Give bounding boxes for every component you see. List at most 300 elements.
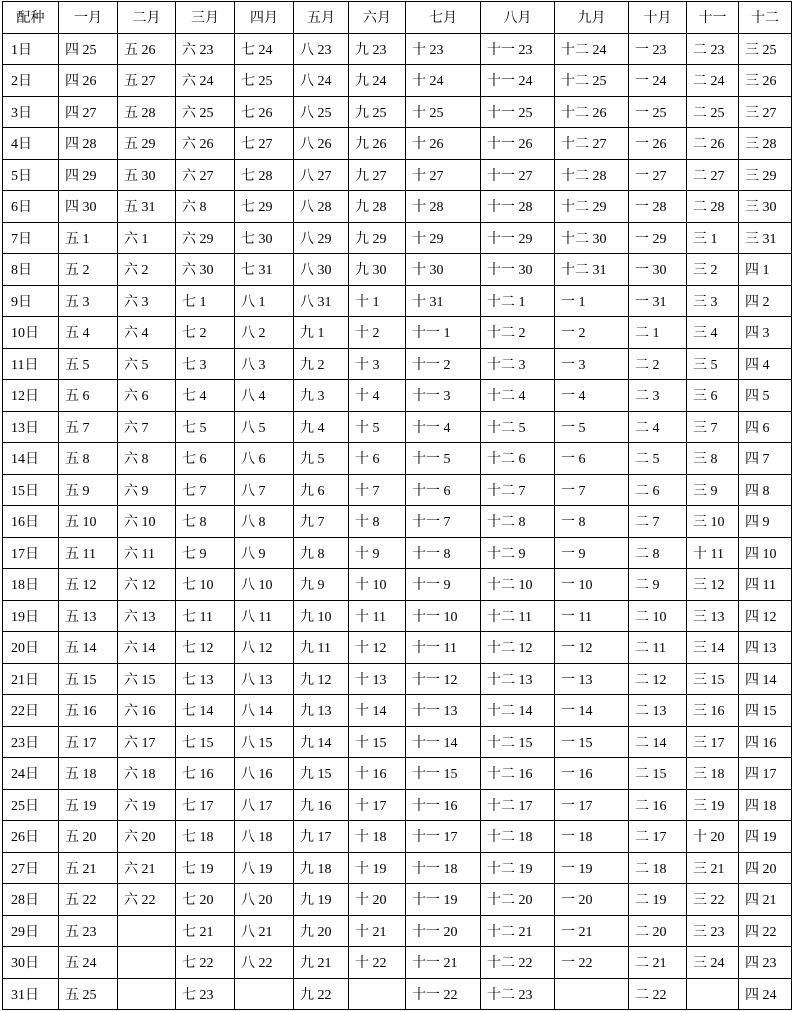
due-date-cell: 三 7 — [687, 411, 739, 443]
due-date-cell: 八 20 — [235, 884, 294, 916]
due-date-cell: 五 10 — [59, 506, 118, 538]
due-date-cell: 五 21 — [59, 852, 118, 884]
header-cell-month: 七月 — [406, 2, 481, 34]
due-date-cell: 五 9 — [59, 474, 118, 506]
due-date-cell: 六 23 — [176, 33, 235, 65]
due-date-cell: 十 27 — [406, 159, 481, 191]
due-date-cell: 三 18 — [687, 758, 739, 790]
header-cell-month: 十二 — [739, 2, 792, 34]
due-date-cell: 十 12 — [349, 632, 406, 664]
due-date-cell: 五 7 — [59, 411, 118, 443]
due-date-cell: 八 7 — [235, 474, 294, 506]
due-date-cell: 九 7 — [294, 506, 349, 538]
due-date-cell: 五 4 — [59, 317, 118, 349]
due-date-cell: 八 5 — [235, 411, 294, 443]
due-date-cell: 十二 24 — [555, 33, 629, 65]
due-date-cell: 四 15 — [739, 695, 792, 727]
due-date-cell: 八 21 — [235, 915, 294, 947]
due-date-cell: 八 16 — [235, 758, 294, 790]
due-date-cell: 六 8 — [118, 443, 176, 475]
day-label-cell: 2日 — [3, 65, 59, 97]
due-date-cell — [555, 978, 629, 1010]
due-date-cell: 三 3 — [687, 285, 739, 317]
header-cell-month: 三月 — [176, 2, 235, 34]
due-date-cell: 三 6 — [687, 380, 739, 412]
due-date-cell: 四 30 — [59, 191, 118, 223]
due-date-cell: 四 22 — [739, 915, 792, 947]
day-label-cell: 15日 — [3, 474, 59, 506]
due-date-cell: 十一 3 — [406, 380, 481, 412]
due-date-cell: 三 9 — [687, 474, 739, 506]
due-date-cell: 一 27 — [629, 159, 687, 191]
due-date-cell: 八 3 — [235, 348, 294, 380]
due-date-cell: 三 16 — [687, 695, 739, 727]
due-date-cell: 三 24 — [687, 947, 739, 979]
due-date-cell: 二 16 — [629, 789, 687, 821]
due-date-cell: 九 22 — [294, 978, 349, 1010]
header-cell-month: 四月 — [235, 2, 294, 34]
due-date-cell: 十 10 — [349, 569, 406, 601]
due-date-cell: 十二 5 — [481, 411, 555, 443]
due-date-cell: 九 15 — [294, 758, 349, 790]
due-date-cell: 一 12 — [555, 632, 629, 664]
due-date-cell: 八 25 — [294, 96, 349, 128]
due-date-cell: 十一 11 — [406, 632, 481, 664]
header-cell-month: 二月 — [118, 2, 176, 34]
due-date-cell: 九 27 — [349, 159, 406, 191]
due-date-cell: 十一 29 — [481, 222, 555, 254]
due-date-cell: 七 26 — [235, 96, 294, 128]
due-date-cell: 六 18 — [118, 758, 176, 790]
due-date-cell: 七 21 — [176, 915, 235, 947]
table-row — [3, 96, 792, 128]
due-date-cell: 十二 1 — [481, 285, 555, 317]
due-date-cell: 四 21 — [739, 884, 792, 916]
due-date-cell: 三 13 — [687, 600, 739, 632]
day-label-cell: 17日 — [3, 537, 59, 569]
due-date-cell: 七 17 — [176, 789, 235, 821]
due-date-cell: 十一 22 — [406, 978, 481, 1010]
due-date-cell: 一 13 — [555, 663, 629, 695]
due-date-cell: 十一 27 — [481, 159, 555, 191]
table-row — [3, 978, 792, 1010]
due-date-cell: 十一 5 — [406, 443, 481, 475]
due-date-cell: 二 15 — [629, 758, 687, 790]
due-date-cell: 十一 7 — [406, 506, 481, 538]
due-date-cell: 九 29 — [349, 222, 406, 254]
due-date-cell: 八 27 — [294, 159, 349, 191]
due-date-cell: 四 14 — [739, 663, 792, 695]
due-date-cell: 二 6 — [629, 474, 687, 506]
due-date-cell: 十二 30 — [555, 222, 629, 254]
day-label-cell: 25日 — [3, 789, 59, 821]
due-date-cell: 六 14 — [118, 632, 176, 664]
table-header — [3, 2, 792, 34]
due-date-cell: 十 28 — [406, 191, 481, 223]
due-date-cell: 一 7 — [555, 474, 629, 506]
day-label-cell: 5日 — [3, 159, 59, 191]
due-date-cell: 九 19 — [294, 884, 349, 916]
due-date-cell: 十二 4 — [481, 380, 555, 412]
due-date-cell: 五 17 — [59, 726, 118, 758]
due-date-cell: 十 29 — [406, 222, 481, 254]
day-label-cell: 13日 — [3, 411, 59, 443]
due-date-cell: 七 8 — [176, 506, 235, 538]
table-row — [3, 915, 792, 947]
day-label-cell: 22日 — [3, 695, 59, 727]
due-date-cell: 九 6 — [294, 474, 349, 506]
day-label-cell: 31日 — [3, 978, 59, 1010]
due-date-cell: 九 3 — [294, 380, 349, 412]
due-date-cell: 一 29 — [629, 222, 687, 254]
due-date-cell: 二 25 — [687, 96, 739, 128]
due-date-cell: 八 24 — [294, 65, 349, 97]
due-date-cell: 十二 31 — [555, 254, 629, 286]
due-date-cell: 六 1 — [118, 222, 176, 254]
due-date-cell: 十一 26 — [481, 128, 555, 160]
due-date-cell: 一 2 — [555, 317, 629, 349]
due-date-cell: 二 22 — [629, 978, 687, 1010]
due-date-cell: 三 2 — [687, 254, 739, 286]
due-date-cell: 二 19 — [629, 884, 687, 916]
due-date-cell: 八 19 — [235, 852, 294, 884]
due-date-cell: 六 21 — [118, 852, 176, 884]
table-row — [3, 191, 792, 223]
table-row — [3, 884, 792, 916]
table-row — [3, 569, 792, 601]
due-date-cell: 十 20 — [687, 821, 739, 853]
due-date-cell: 九 18 — [294, 852, 349, 884]
due-date-cell: 十二 22 — [481, 947, 555, 979]
table-row — [3, 600, 792, 632]
due-date-cell: 五 20 — [59, 821, 118, 853]
due-date-cell: 四 1 — [739, 254, 792, 286]
due-date-cell: 四 9 — [739, 506, 792, 538]
due-date-cell: 一 26 — [629, 128, 687, 160]
due-date-cell: 五 13 — [59, 600, 118, 632]
due-date-cell: 八 9 — [235, 537, 294, 569]
table-body — [3, 33, 792, 1010]
due-date-cell: 一 17 — [555, 789, 629, 821]
due-date-cell: 十 3 — [349, 348, 406, 380]
due-date-cell: 四 23 — [739, 947, 792, 979]
due-date-cell: 九 23 — [349, 33, 406, 65]
due-date-cell: 六 7 — [118, 411, 176, 443]
due-date-cell: 七 1 — [176, 285, 235, 317]
day-label-cell: 11日 — [3, 348, 59, 380]
due-date-cell: 九 26 — [349, 128, 406, 160]
due-date-cell: 十 18 — [349, 821, 406, 853]
due-date-cell: 三 25 — [739, 33, 792, 65]
due-date-cell: 一 6 — [555, 443, 629, 475]
due-date-cell: 六 11 — [118, 537, 176, 569]
due-date-cell: 五 31 — [118, 191, 176, 223]
due-date-cell: 二 23 — [687, 33, 739, 65]
day-label-cell: 27日 — [3, 852, 59, 884]
due-date-cell: 一 4 — [555, 380, 629, 412]
due-date-cell: 二 3 — [629, 380, 687, 412]
due-date-cell: 十 16 — [349, 758, 406, 790]
table-row — [3, 632, 792, 664]
due-date-cell: 三 26 — [739, 65, 792, 97]
due-date-cell: 六 22 — [118, 884, 176, 916]
due-date-cell — [118, 915, 176, 947]
due-date-cell: 五 8 — [59, 443, 118, 475]
due-date-cell: 三 27 — [739, 96, 792, 128]
due-date-cell: 十一 24 — [481, 65, 555, 97]
due-date-cell: 十 24 — [406, 65, 481, 97]
due-date-cell: 十 13 — [349, 663, 406, 695]
due-date-cell: 四 16 — [739, 726, 792, 758]
due-date-cell: 六 30 — [176, 254, 235, 286]
due-date-cell: 九 28 — [349, 191, 406, 223]
due-date-cell: 五 25 — [59, 978, 118, 1010]
due-date-cell: 四 24 — [739, 978, 792, 1010]
day-label-cell: 9日 — [3, 285, 59, 317]
table-row — [3, 663, 792, 695]
due-date-cell: 十二 17 — [481, 789, 555, 821]
due-date-cell: 二 18 — [629, 852, 687, 884]
due-date-cell: 七 3 — [176, 348, 235, 380]
due-date-cell: 七 16 — [176, 758, 235, 790]
due-date-cell: 八 1 — [235, 285, 294, 317]
due-date-cell: 七 10 — [176, 569, 235, 601]
due-date-cell: 一 16 — [555, 758, 629, 790]
due-date-cell: 二 4 — [629, 411, 687, 443]
day-label-cell: 28日 — [3, 884, 59, 916]
due-date-cell: 一 23 — [629, 33, 687, 65]
due-date-cell: 十一 8 — [406, 537, 481, 569]
due-date-cell: 五 22 — [59, 884, 118, 916]
due-date-cell: 一 15 — [555, 726, 629, 758]
due-date-cell: 十一 28 — [481, 191, 555, 223]
due-date-cell: 七 28 — [235, 159, 294, 191]
due-date-cell: 六 10 — [118, 506, 176, 538]
day-label-cell: 3日 — [3, 96, 59, 128]
due-date-cell: 十一 20 — [406, 915, 481, 947]
table-row — [3, 947, 792, 979]
due-date-cell: 十二 23 — [481, 978, 555, 1010]
due-date-cell: 一 30 — [629, 254, 687, 286]
day-label-cell: 21日 — [3, 663, 59, 695]
due-date-cell: 五 11 — [59, 537, 118, 569]
due-date-cell: 七 25 — [235, 65, 294, 97]
due-date-cell: 十一 23 — [481, 33, 555, 65]
day-label-cell: 16日 — [3, 506, 59, 538]
due-date-cell: 九 17 — [294, 821, 349, 853]
due-date-cell: 十 17 — [349, 789, 406, 821]
due-date-cell: 二 14 — [629, 726, 687, 758]
due-date-cell: 七 23 — [176, 978, 235, 1010]
header-cell-month: 六月 — [349, 2, 406, 34]
due-date-cell: 九 12 — [294, 663, 349, 695]
due-date-cell: 十二 20 — [481, 884, 555, 916]
due-date-cell: 八 12 — [235, 632, 294, 664]
due-date-cell: 十 8 — [349, 506, 406, 538]
due-date-cell: 四 2 — [739, 285, 792, 317]
due-date-cell: 十 5 — [349, 411, 406, 443]
due-date-cell: 五 28 — [118, 96, 176, 128]
due-date-cell: 十 21 — [349, 915, 406, 947]
due-date-cell: 十二 13 — [481, 663, 555, 695]
due-date-cell: 十二 21 — [481, 915, 555, 947]
due-date-cell: 六 27 — [176, 159, 235, 191]
due-date-cell: 六 15 — [118, 663, 176, 695]
due-date-cell: 三 12 — [687, 569, 739, 601]
due-date-cell: 四 6 — [739, 411, 792, 443]
due-date-cell: 十二 18 — [481, 821, 555, 853]
due-date-cell: 七 27 — [235, 128, 294, 160]
due-date-cell: 九 2 — [294, 348, 349, 380]
table-row — [3, 285, 792, 317]
day-label-cell: 14日 — [3, 443, 59, 475]
table-row — [3, 758, 792, 790]
header-cell-month: 五月 — [294, 2, 349, 34]
due-date-cell: 八 13 — [235, 663, 294, 695]
due-date-cell: 七 11 — [176, 600, 235, 632]
due-date-cell: 二 20 — [629, 915, 687, 947]
table-row — [3, 33, 792, 65]
day-label-cell: 18日 — [3, 569, 59, 601]
day-label-cell: 24日 — [3, 758, 59, 790]
due-date-cell: 六 9 — [118, 474, 176, 506]
due-date-cell: 八 14 — [235, 695, 294, 727]
due-date-cell: 二 21 — [629, 947, 687, 979]
table-row — [3, 254, 792, 286]
due-date-cell: 八 6 — [235, 443, 294, 475]
due-date-cell: 二 12 — [629, 663, 687, 695]
day-label-cell: 12日 — [3, 380, 59, 412]
due-date-cell: 十一 25 — [481, 96, 555, 128]
due-date-cell: 五 18 — [59, 758, 118, 790]
due-date-cell: 九 9 — [294, 569, 349, 601]
due-date-cell: 五 3 — [59, 285, 118, 317]
due-date-cell: 七 22 — [176, 947, 235, 979]
due-date-cell: 二 1 — [629, 317, 687, 349]
due-date-cell: 九 25 — [349, 96, 406, 128]
header-cell-month: 九月 — [555, 2, 629, 34]
due-date-cell: 九 21 — [294, 947, 349, 979]
due-date-cell: 十二 6 — [481, 443, 555, 475]
due-date-cell: 八 18 — [235, 821, 294, 853]
due-date-cell: 三 19 — [687, 789, 739, 821]
due-date-cell: 十一 13 — [406, 695, 481, 727]
table-row — [3, 222, 792, 254]
due-date-cell: 七 6 — [176, 443, 235, 475]
due-date-cell: 七 13 — [176, 663, 235, 695]
due-date-cell: 一 21 — [555, 915, 629, 947]
due-date-cell: 七 19 — [176, 852, 235, 884]
due-date-cell: 二 5 — [629, 443, 687, 475]
due-date-cell: 十二 16 — [481, 758, 555, 790]
due-date-cell — [235, 978, 294, 1010]
table-row — [3, 348, 792, 380]
due-date-cell: 八 15 — [235, 726, 294, 758]
due-date-cell: 九 4 — [294, 411, 349, 443]
due-date-cell: 五 14 — [59, 632, 118, 664]
due-date-cell: 六 24 — [176, 65, 235, 97]
due-date-cell: 一 5 — [555, 411, 629, 443]
due-date-cell: 二 8 — [629, 537, 687, 569]
due-date-cell: 二 7 — [629, 506, 687, 538]
due-date-cell: 二 24 — [687, 65, 739, 97]
due-date-cell: 三 23 — [687, 915, 739, 947]
due-date-cell: 六 4 — [118, 317, 176, 349]
due-date-cell: 三 15 — [687, 663, 739, 695]
due-date-cell: 四 5 — [739, 380, 792, 412]
due-date-cell: 八 31 — [294, 285, 349, 317]
due-date-cell: 七 4 — [176, 380, 235, 412]
day-label-cell: 19日 — [3, 600, 59, 632]
due-date-cell: 七 30 — [235, 222, 294, 254]
due-date-cell: 六 2 — [118, 254, 176, 286]
header-cell-month: 十月 — [629, 2, 687, 34]
due-date-cell: 三 31 — [739, 222, 792, 254]
header-cell-month: 一月 — [59, 2, 118, 34]
due-date-cell: 十一 4 — [406, 411, 481, 443]
due-date-cell: 十 22 — [349, 947, 406, 979]
due-date-cell: 五 19 — [59, 789, 118, 821]
due-date-cell: 八 10 — [235, 569, 294, 601]
due-date-cell: 五 29 — [118, 128, 176, 160]
day-label-cell: 29日 — [3, 915, 59, 947]
table-row — [3, 695, 792, 727]
due-date-cell: 四 3 — [739, 317, 792, 349]
due-date-cell: 九 20 — [294, 915, 349, 947]
due-date-cell: 十 11 — [687, 537, 739, 569]
due-date-cell: 八 30 — [294, 254, 349, 286]
due-date-cell: 一 31 — [629, 285, 687, 317]
due-date-cell: 十 4 — [349, 380, 406, 412]
due-date-cell: 七 2 — [176, 317, 235, 349]
day-label-cell: 30日 — [3, 947, 59, 979]
due-date-cell: 七 5 — [176, 411, 235, 443]
due-date-cell: 七 24 — [235, 33, 294, 65]
due-date-cell: 四 29 — [59, 159, 118, 191]
due-date-cell: 十 31 — [406, 285, 481, 317]
due-date-cell: 一 9 — [555, 537, 629, 569]
due-date-cell: 二 10 — [629, 600, 687, 632]
due-date-cell: 二 17 — [629, 821, 687, 853]
due-date-cell: 十 19 — [349, 852, 406, 884]
due-date-cell: 三 8 — [687, 443, 739, 475]
due-date-cell: 十二 11 — [481, 600, 555, 632]
due-date-cell: 一 19 — [555, 852, 629, 884]
due-date-cell: 十一 14 — [406, 726, 481, 758]
due-date-cell: 二 11 — [629, 632, 687, 664]
due-date-cell: 一 18 — [555, 821, 629, 853]
due-date-cell: 三 5 — [687, 348, 739, 380]
due-date-cell: 十 15 — [349, 726, 406, 758]
due-date-cell: 十二 28 — [555, 159, 629, 191]
due-date-cell: 十一 21 — [406, 947, 481, 979]
due-date-cell: 一 25 — [629, 96, 687, 128]
due-date-cell: 六 13 — [118, 600, 176, 632]
due-date-cell: 三 28 — [739, 128, 792, 160]
due-date-cell: 十一 2 — [406, 348, 481, 380]
due-date-cell — [687, 978, 739, 1010]
due-date-cell: 七 14 — [176, 695, 235, 727]
due-date-cell: 十二 10 — [481, 569, 555, 601]
due-date-cell: 五 6 — [59, 380, 118, 412]
due-date-cell: 十一 6 — [406, 474, 481, 506]
due-date-cell: 七 7 — [176, 474, 235, 506]
due-date-cell: 九 5 — [294, 443, 349, 475]
due-date-cell: 九 24 — [349, 65, 406, 97]
due-date-cell — [118, 978, 176, 1010]
due-date-cell: 五 2 — [59, 254, 118, 286]
due-date-cell: 二 26 — [687, 128, 739, 160]
